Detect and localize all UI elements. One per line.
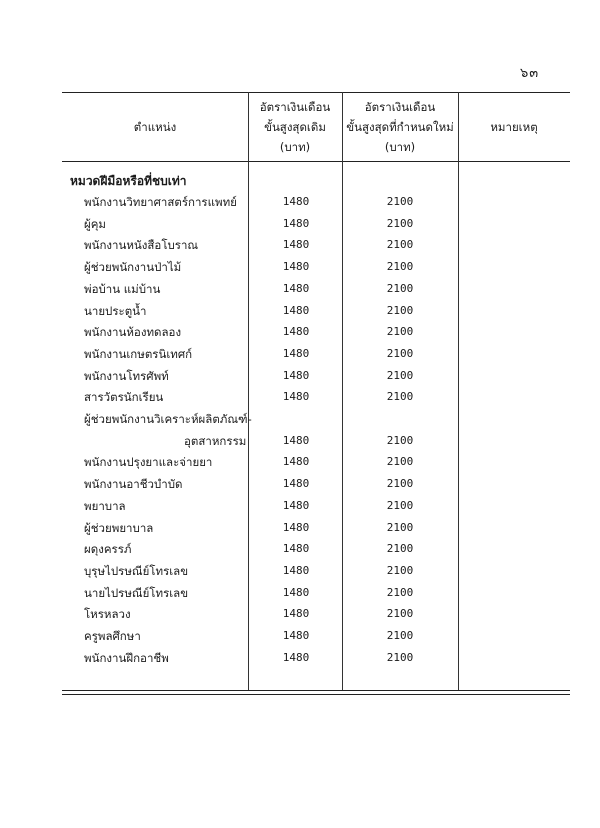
table-row bbox=[62, 496, 570, 516]
header-old-rate bbox=[248, 96, 342, 158]
table-bottom-double-rule bbox=[62, 694, 570, 695]
table-top-rule bbox=[62, 92, 570, 93]
row-position: ผดุงครรภ์ bbox=[84, 542, 132, 557]
row-new-rate: 2100 bbox=[386, 650, 414, 664]
row-new-rate: 2100 bbox=[386, 260, 414, 274]
row-new-rate: 2100 bbox=[386, 390, 414, 404]
page-number: ๖๓ bbox=[520, 66, 540, 81]
table-row bbox=[62, 431, 570, 451]
row-position: นายไปรษณีย์โทรเลข bbox=[84, 585, 189, 600]
row-old-rate: 1480 bbox=[282, 455, 310, 469]
row-new-rate: 2100 bbox=[386, 368, 414, 382]
section-title: หมวดฝีมือหรือที่ชบเท่า bbox=[70, 174, 187, 188]
table-row bbox=[62, 474, 570, 494]
header-new-rate-line-3: (บาท) bbox=[384, 140, 416, 154]
row-old-rate: 1480 bbox=[282, 216, 310, 230]
header-bottom-rule bbox=[62, 161, 570, 162]
header-remark-label: หมายเหตุ bbox=[490, 120, 538, 134]
row-old-rate: 1480 bbox=[282, 629, 310, 642]
row-new-rate: 2100 bbox=[386, 346, 414, 360]
table-row bbox=[62, 539, 570, 559]
header-new-rate-line-2: ขั้นสูงสุดที่กำหนดใหม่ bbox=[346, 120, 454, 134]
header-new-rate bbox=[342, 96, 458, 158]
header-old-rate-line-3: (บาท) bbox=[279, 140, 311, 154]
row-position: พนักงานวิทยาศาสตร์การแพทย์ bbox=[84, 195, 237, 209]
header-position bbox=[62, 96, 248, 158]
row-position: พนักงานอาชีวบำบัด bbox=[84, 477, 183, 492]
row-new-rate: 2100 bbox=[386, 629, 414, 642]
row-old-rate: 1480 bbox=[282, 563, 310, 577]
header-old-rate-line-1: อัตราเงินเดือน bbox=[259, 100, 331, 114]
row-new-rate: 2100 bbox=[386, 281, 414, 295]
table-row bbox=[62, 648, 570, 668]
table-row bbox=[62, 192, 570, 212]
row-position: บุรุษไปรษณีย์โทรเลข bbox=[84, 563, 189, 578]
header-position-label: ตำแหน่ง bbox=[133, 120, 177, 134]
row-new-rate: 2100 bbox=[386, 238, 414, 252]
row-old-rate: 1480 bbox=[282, 520, 310, 534]
row-position: พยาบาล bbox=[84, 498, 126, 513]
header-old-rate-line-2: ขั้นสูงสุดเดิม bbox=[264, 120, 326, 134]
row-old-rate: 1480 bbox=[282, 607, 310, 621]
table-row bbox=[62, 387, 570, 407]
row-position: ผู้คุม bbox=[84, 216, 107, 231]
row-position: ผู้ช่วยพนักงานวิเคราะห์ผลิตภัณฑ์- bbox=[84, 412, 252, 426]
row-new-rate: 2100 bbox=[386, 563, 414, 577]
row-new-rate: 2100 bbox=[386, 325, 414, 339]
table-row bbox=[62, 301, 570, 321]
row-position: โหรหลวง bbox=[84, 607, 131, 622]
table-row bbox=[62, 604, 570, 624]
row-old-rate: 1480 bbox=[282, 195, 310, 208]
row-new-rate: 2100 bbox=[386, 477, 414, 491]
row-old-rate: 1480 bbox=[282, 325, 310, 339]
table-bottom-rule bbox=[62, 690, 570, 691]
table-row bbox=[62, 322, 570, 342]
table-row bbox=[62, 518, 570, 538]
row-new-rate: 2100 bbox=[386, 455, 414, 469]
table-row bbox=[62, 583, 570, 603]
table-row bbox=[62, 257, 570, 277]
row-new-rate: 2100 bbox=[386, 216, 414, 230]
table-row bbox=[62, 279, 570, 299]
table-row bbox=[62, 344, 570, 364]
table-row bbox=[62, 561, 570, 581]
row-new-rate: 2100 bbox=[386, 195, 414, 208]
row-old-rate: 1480 bbox=[282, 303, 310, 317]
row-new-rate: 2100 bbox=[386, 607, 414, 621]
table-row bbox=[62, 366, 570, 386]
header-new-rate-line-1: อัตราเงินเดือน bbox=[364, 100, 436, 114]
row-position: อุตสาหกรรม bbox=[184, 433, 247, 448]
row-old-rate: 1480 bbox=[282, 477, 310, 491]
row-position: ผู้ช่วยพนักงานป่าไม้ bbox=[84, 260, 182, 275]
row-position: พนักงานห้องทดลอง bbox=[84, 325, 182, 340]
row-old-rate: 1480 bbox=[282, 260, 310, 274]
row-position: พนักงานฝึกอาชีพ bbox=[84, 650, 169, 665]
row-position: นายประตูน้ำ bbox=[84, 303, 147, 318]
table-row bbox=[62, 452, 570, 472]
table-row bbox=[62, 409, 570, 429]
table-row bbox=[62, 626, 570, 646]
row-position: สารวัตรนักเรียน bbox=[84, 390, 164, 405]
row-new-rate: 2100 bbox=[386, 585, 414, 599]
row-position: พ่อบ้าน แม่บ้าน bbox=[84, 281, 161, 296]
header-remark bbox=[458, 96, 570, 158]
row-old-rate: 1480 bbox=[282, 650, 310, 664]
row-position: ครูพลศึกษา bbox=[84, 629, 141, 643]
row-position: ผู้ช่วยพยาบาล bbox=[84, 520, 154, 535]
row-position: พนักงานปรุงยาและจ่ายยา bbox=[84, 455, 213, 470]
row-old-rate: 1480 bbox=[282, 433, 310, 447]
row-old-rate: 1480 bbox=[282, 368, 310, 382]
table-row bbox=[62, 235, 570, 255]
row-new-rate: 2100 bbox=[386, 542, 414, 556]
row-new-rate: 2100 bbox=[386, 303, 414, 317]
table-row bbox=[62, 214, 570, 234]
row-position: พนักงานโทรศัพท์ bbox=[84, 368, 169, 383]
row-old-rate: 1480 bbox=[282, 238, 310, 252]
row-old-rate: 1480 bbox=[282, 281, 310, 295]
row-new-rate: 2100 bbox=[386, 433, 414, 447]
row-new-rate: 2100 bbox=[386, 520, 414, 534]
row-position: พนักงานหนังสือโบราณ bbox=[84, 238, 199, 253]
row-old-rate: 1480 bbox=[282, 585, 310, 599]
row-position: พนักงานเกษตรนิเทศก์ bbox=[84, 346, 193, 361]
row-new-rate: 2100 bbox=[386, 498, 414, 512]
row-old-rate: 1480 bbox=[282, 390, 310, 404]
row-old-rate: 1480 bbox=[282, 346, 310, 360]
row-old-rate: 1480 bbox=[282, 498, 310, 512]
row-old-rate: 1480 bbox=[282, 542, 310, 556]
